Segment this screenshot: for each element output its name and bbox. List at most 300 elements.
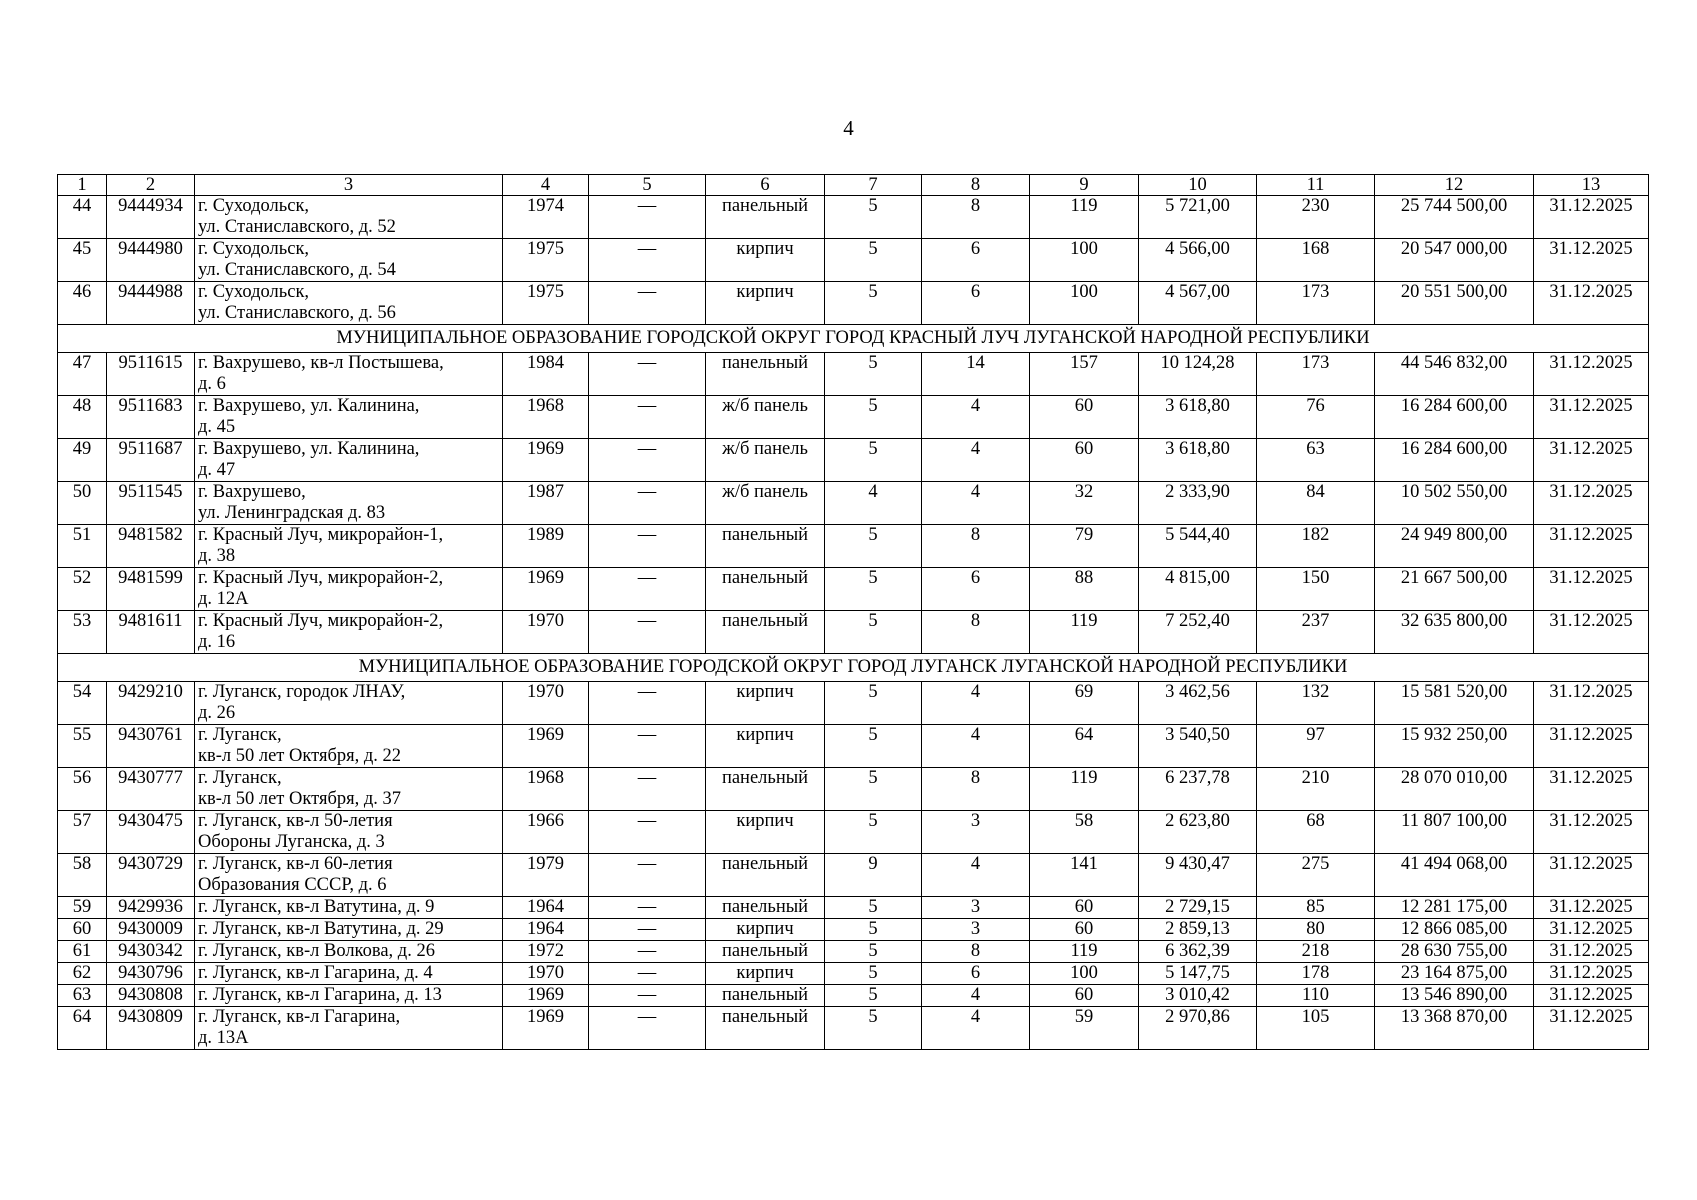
entrances-cell: 3 (922, 919, 1030, 941)
cost-cell: 28 630 755,00 (1375, 941, 1534, 963)
entrances-cell: 6 (922, 282, 1030, 325)
building-id-cell: 9481611 (107, 611, 195, 654)
table-row (58, 682, 1649, 725)
residents-cell: 132 (1257, 682, 1375, 725)
cost-cell: 20 547 000,00 (1375, 239, 1534, 282)
apartments-cell: 79 (1030, 525, 1139, 568)
address-cell: г. Луганск, городок ЛНАУ, д. 26 (195, 682, 503, 725)
building-id-cell: 9511687 (107, 439, 195, 482)
floors-cell: 5 (825, 941, 922, 963)
floors-cell: 5 (825, 282, 922, 325)
column-5-value-cell: — (589, 725, 706, 768)
address-cell: г. Суходольск, ул. Станиславского, д. 54 (195, 239, 503, 282)
year-built-cell: 1969 (503, 1007, 589, 1050)
table-row (58, 919, 1649, 941)
deadline-date-cell: 31.12.2025 (1534, 725, 1649, 768)
area-cell: 5 147,75 (1139, 963, 1257, 985)
cost-cell: 15 932 250,00 (1375, 725, 1534, 768)
apartments-cell: 64 (1030, 725, 1139, 768)
wall-material-cell: кирпич (706, 811, 825, 854)
year-built-cell: 1984 (503, 353, 589, 396)
row-number-cell: 53 (58, 611, 107, 654)
year-built-cell: 1969 (503, 985, 589, 1007)
area-cell: 3 618,80 (1139, 439, 1257, 482)
column-header: 2 (107, 175, 195, 196)
building-id-cell: 9481599 (107, 568, 195, 611)
building-id-cell: 9430761 (107, 725, 195, 768)
entrances-cell: 8 (922, 941, 1030, 963)
row-number-cell: 52 (58, 568, 107, 611)
residents-cell: 150 (1257, 568, 1375, 611)
year-built-cell: 1970 (503, 682, 589, 725)
address-cell: г. Луганск, кв-л 50 лет Октября, д. 22 (195, 725, 503, 768)
deadline-date-cell: 31.12.2025 (1534, 897, 1649, 919)
address-cell: г. Вахрушево, ул. Калинина, д. 47 (195, 439, 503, 482)
cost-cell: 10 502 550,00 (1375, 482, 1534, 525)
address-cell: г. Луганск, кв-л Гагарина, д. 13А (195, 1007, 503, 1050)
apartments-cell: 60 (1030, 897, 1139, 919)
building-id-cell: 9430475 (107, 811, 195, 854)
column-5-value-cell: — (589, 854, 706, 897)
wall-material-cell: панельный (706, 941, 825, 963)
apartments-cell: 100 (1030, 963, 1139, 985)
residents-cell: 97 (1257, 725, 1375, 768)
building-id-cell: 9511545 (107, 482, 195, 525)
building-id-cell: 9429936 (107, 897, 195, 919)
building-id-cell: 9481582 (107, 525, 195, 568)
area-cell: 9 430,47 (1139, 854, 1257, 897)
table-row (58, 811, 1649, 854)
apartments-cell: 100 (1030, 282, 1139, 325)
entrances-cell: 14 (922, 353, 1030, 396)
row-number-cell: 48 (58, 396, 107, 439)
cost-cell: 16 284 600,00 (1375, 396, 1534, 439)
area-cell: 4 567,00 (1139, 282, 1257, 325)
floors-cell: 5 (825, 682, 922, 725)
floors-cell: 5 (825, 963, 922, 985)
floors-cell: 5 (825, 919, 922, 941)
address-cell: г. Красный Луч, микрорайон-2, д. 12А (195, 568, 503, 611)
column-header: 9 (1030, 175, 1139, 196)
address-cell: г. Луганск, кв-л Ватутина, д. 29 (195, 919, 503, 941)
deadline-date-cell: 31.12.2025 (1534, 768, 1649, 811)
table-row (58, 353, 1649, 396)
apartments-cell: 119 (1030, 196, 1139, 239)
residents-cell: 76 (1257, 396, 1375, 439)
wall-material-cell: панельный (706, 1007, 825, 1050)
area-cell: 3 618,80 (1139, 396, 1257, 439)
deadline-date-cell: 31.12.2025 (1534, 439, 1649, 482)
year-built-cell: 1972 (503, 941, 589, 963)
wall-material-cell: панельный (706, 353, 825, 396)
year-built-cell: 1975 (503, 282, 589, 325)
residents-cell: 230 (1257, 196, 1375, 239)
column-header: 3 (195, 175, 503, 196)
floors-cell: 5 (825, 725, 922, 768)
column-5-value-cell: — (589, 1007, 706, 1050)
row-number-cell: 61 (58, 941, 107, 963)
table-row (58, 768, 1649, 811)
deadline-date-cell: 31.12.2025 (1534, 985, 1649, 1007)
floors-cell: 9 (825, 854, 922, 897)
area-cell: 4 566,00 (1139, 239, 1257, 282)
column-5-value-cell: — (589, 396, 706, 439)
floors-cell: 5 (825, 439, 922, 482)
wall-material-cell: панельный (706, 985, 825, 1007)
building-id-cell: 9430729 (107, 854, 195, 897)
wall-material-cell: кирпич (706, 725, 825, 768)
deadline-date-cell: 31.12.2025 (1534, 282, 1649, 325)
entrances-cell: 8 (922, 768, 1030, 811)
wall-material-cell: ж/б панель (706, 439, 825, 482)
floors-cell: 5 (825, 811, 922, 854)
floors-cell: 4 (825, 482, 922, 525)
address-cell: г. Вахрушево, ул. Ленинградская д. 83 (195, 482, 503, 525)
wall-material-cell: кирпич (706, 239, 825, 282)
table-row (58, 568, 1649, 611)
cost-cell: 23 164 875,00 (1375, 963, 1534, 985)
wall-material-cell: ж/б панель (706, 396, 825, 439)
row-number-cell: 64 (58, 1007, 107, 1050)
residents-cell: 68 (1257, 811, 1375, 854)
column-header: 1 (58, 175, 107, 196)
row-number-cell: 54 (58, 682, 107, 725)
area-cell: 10 124,28 (1139, 353, 1257, 396)
column-5-value-cell: — (589, 897, 706, 919)
floors-cell: 5 (825, 525, 922, 568)
apartments-cell: 119 (1030, 941, 1139, 963)
floors-cell: 5 (825, 568, 922, 611)
cost-cell: 41 494 068,00 (1375, 854, 1534, 897)
cost-cell: 13 368 870,00 (1375, 1007, 1534, 1050)
residents-cell: 275 (1257, 854, 1375, 897)
table-row (58, 1007, 1649, 1050)
section-header-row (58, 654, 1649, 682)
column-number-header (58, 175, 1649, 196)
year-built-cell: 1969 (503, 439, 589, 482)
residents-cell: 84 (1257, 482, 1375, 525)
building-id-cell: 9444934 (107, 196, 195, 239)
entrances-cell: 4 (922, 854, 1030, 897)
area-cell: 2 970,86 (1139, 1007, 1257, 1050)
cost-cell: 16 284 600,00 (1375, 439, 1534, 482)
apartments-cell: 119 (1030, 768, 1139, 811)
row-number-cell: 50 (58, 482, 107, 525)
area-cell: 2 729,15 (1139, 897, 1257, 919)
entrances-cell: 4 (922, 482, 1030, 525)
area-cell: 5 544,40 (1139, 525, 1257, 568)
year-built-cell: 1969 (503, 725, 589, 768)
floors-cell: 5 (825, 353, 922, 396)
deadline-date-cell: 31.12.2025 (1534, 568, 1649, 611)
area-cell: 2 859,13 (1139, 919, 1257, 941)
cost-cell: 20 551 500,00 (1375, 282, 1534, 325)
floors-cell: 5 (825, 239, 922, 282)
year-built-cell: 1970 (503, 963, 589, 985)
year-built-cell: 1974 (503, 196, 589, 239)
table-row (58, 439, 1649, 482)
apartments-cell: 60 (1030, 396, 1139, 439)
table-row (58, 963, 1649, 985)
table-row (58, 854, 1649, 897)
column-5-value-cell: — (589, 353, 706, 396)
entrances-cell: 4 (922, 725, 1030, 768)
deadline-date-cell: 31.12.2025 (1534, 525, 1649, 568)
building-id-cell: 9429210 (107, 682, 195, 725)
housing-registry-table (57, 174, 1649, 1050)
area-cell: 2 623,80 (1139, 811, 1257, 854)
column-header: 7 (825, 175, 922, 196)
building-id-cell: 9444980 (107, 239, 195, 282)
area-cell: 6 237,78 (1139, 768, 1257, 811)
year-built-cell: 1987 (503, 482, 589, 525)
address-cell: г. Суходольск, ул. Станиславского, д. 52 (195, 196, 503, 239)
table-row (58, 985, 1649, 1007)
cost-cell: 32 635 800,00 (1375, 611, 1534, 654)
column-5-value-cell: — (589, 941, 706, 963)
deadline-date-cell: 31.12.2025 (1534, 1007, 1649, 1050)
address-cell: г. Луганск, кв-л 60-летия Образования СССР, д. 6 (195, 854, 503, 897)
area-cell: 3 540,50 (1139, 725, 1257, 768)
column-header: 11 (1257, 175, 1375, 196)
entrances-cell: 4 (922, 1007, 1030, 1050)
entrances-cell: 4 (922, 682, 1030, 725)
entrances-cell: 8 (922, 611, 1030, 654)
entrances-cell: 6 (922, 568, 1030, 611)
address-cell: г. Красный Луч, микрорайон-1, д. 38 (195, 525, 503, 568)
column-5-value-cell: — (589, 282, 706, 325)
year-built-cell: 1969 (503, 568, 589, 611)
residents-cell: 173 (1257, 353, 1375, 396)
row-number-cell: 51 (58, 525, 107, 568)
deadline-date-cell: 31.12.2025 (1534, 811, 1649, 854)
deadline-date-cell: 31.12.2025 (1534, 482, 1649, 525)
area-cell: 4 815,00 (1139, 568, 1257, 611)
wall-material-cell: кирпич (706, 282, 825, 325)
apartments-cell: 88 (1030, 568, 1139, 611)
deadline-date-cell: 31.12.2025 (1534, 941, 1649, 963)
column-5-value-cell: — (589, 239, 706, 282)
year-built-cell: 1970 (503, 611, 589, 654)
table-row (58, 941, 1649, 963)
cost-cell: 28 070 010,00 (1375, 768, 1534, 811)
building-id-cell: 9511615 (107, 353, 195, 396)
address-cell: г. Луганск, кв-л Гагарина, д. 13 (195, 985, 503, 1007)
column-5-value-cell: — (589, 768, 706, 811)
table-row (58, 525, 1649, 568)
address-cell: г. Луганск, кв-л 50 лет Октября, д. 37 (195, 768, 503, 811)
floors-cell: 5 (825, 768, 922, 811)
wall-material-cell: панельный (706, 196, 825, 239)
column-header: 5 (589, 175, 706, 196)
column-5-value-cell: — (589, 568, 706, 611)
residents-cell: 210 (1257, 768, 1375, 811)
floors-cell: 5 (825, 1007, 922, 1050)
column-header: 13 (1534, 175, 1649, 196)
column-5-value-cell: — (589, 682, 706, 725)
year-built-cell: 1968 (503, 396, 589, 439)
address-cell: г. Вахрушево, ул. Калинина, д. 45 (195, 396, 503, 439)
floors-cell: 5 (825, 985, 922, 1007)
wall-material-cell: панельный (706, 611, 825, 654)
apartments-cell: 69 (1030, 682, 1139, 725)
residents-cell: 182 (1257, 525, 1375, 568)
entrances-cell: 8 (922, 196, 1030, 239)
cost-cell: 24 949 800,00 (1375, 525, 1534, 568)
row-number-cell: 49 (58, 439, 107, 482)
wall-material-cell: панельный (706, 768, 825, 811)
building-id-cell: 9430777 (107, 768, 195, 811)
residents-cell: 173 (1257, 282, 1375, 325)
column-header: 4 (503, 175, 589, 196)
table-row (58, 396, 1649, 439)
row-number-cell: 46 (58, 282, 107, 325)
wall-material-cell: панельный (706, 525, 825, 568)
year-built-cell: 1968 (503, 768, 589, 811)
row-number-cell: 45 (58, 239, 107, 282)
apartments-cell: 58 (1030, 811, 1139, 854)
row-number-cell: 55 (58, 725, 107, 768)
deadline-date-cell: 31.12.2025 (1534, 854, 1649, 897)
column-header: 6 (706, 175, 825, 196)
column-5-value-cell: — (589, 196, 706, 239)
apartments-cell: 60 (1030, 439, 1139, 482)
section-title: МУНИЦИПАЛЬНОЕ ОБРАЗОВАНИЕ ГОРОДСКОЙ ОКРУГ ГОРОД ЛУГАНСК ЛУГАНСКОЙ НАРОДНОЙ РЕСПУБЛИКИ (58, 654, 1649, 682)
section-header-row (58, 325, 1649, 353)
cost-cell: 11 807 100,00 (1375, 811, 1534, 854)
floors-cell: 5 (825, 611, 922, 654)
table-row (58, 897, 1649, 919)
column-5-value-cell: — (589, 611, 706, 654)
apartments-cell: 119 (1030, 611, 1139, 654)
row-number-cell: 62 (58, 963, 107, 985)
address-cell: г. Луганск, кв-л 50-летия Обороны Луганска, д. 3 (195, 811, 503, 854)
address-cell: г. Суходольск, ул. Станиславского, д. 56 (195, 282, 503, 325)
deadline-date-cell: 31.12.2025 (1534, 396, 1649, 439)
wall-material-cell: кирпич (706, 682, 825, 725)
entrances-cell: 4 (922, 985, 1030, 1007)
area-cell: 7 252,40 (1139, 611, 1257, 654)
residents-cell: 237 (1257, 611, 1375, 654)
row-number-cell: 44 (58, 196, 107, 239)
address-cell: г. Луганск, кв-л Ватутина, д. 9 (195, 897, 503, 919)
column-5-value-cell: — (589, 985, 706, 1007)
year-built-cell: 1964 (503, 897, 589, 919)
building-id-cell: 9430009 (107, 919, 195, 941)
year-built-cell: 1966 (503, 811, 589, 854)
apartments-cell: 100 (1030, 239, 1139, 282)
deadline-date-cell: 31.12.2025 (1534, 919, 1649, 941)
deadline-date-cell: 31.12.2025 (1534, 682, 1649, 725)
table-row (58, 611, 1649, 654)
year-built-cell: 1979 (503, 854, 589, 897)
cost-cell: 21 667 500,00 (1375, 568, 1534, 611)
column-5-value-cell: — (589, 482, 706, 525)
entrances-cell: 6 (922, 239, 1030, 282)
area-cell: 5 721,00 (1139, 196, 1257, 239)
area-cell: 6 362,39 (1139, 941, 1257, 963)
table-row (58, 482, 1649, 525)
residents-cell: 63 (1257, 439, 1375, 482)
apartments-cell: 60 (1030, 919, 1139, 941)
row-number-cell: 63 (58, 985, 107, 1007)
table-body (58, 175, 1649, 1050)
deadline-date-cell: 31.12.2025 (1534, 196, 1649, 239)
floors-cell: 5 (825, 897, 922, 919)
row-number-cell: 57 (58, 811, 107, 854)
entrances-cell: 4 (922, 396, 1030, 439)
area-cell: 3 462,56 (1139, 682, 1257, 725)
column-5-value-cell: — (589, 439, 706, 482)
entrances-cell: 3 (922, 897, 1030, 919)
row-number-cell: 59 (58, 897, 107, 919)
cost-cell: 44 546 832,00 (1375, 353, 1534, 396)
address-cell: г. Вахрушево, кв-л Постышева, д. 6 (195, 353, 503, 396)
row-number-cell: 58 (58, 854, 107, 897)
deadline-date-cell: 31.12.2025 (1534, 353, 1649, 396)
year-built-cell: 1964 (503, 919, 589, 941)
residents-cell: 168 (1257, 239, 1375, 282)
table-row (58, 725, 1649, 768)
address-cell: г. Луганск, кв-л Волкова, д. 26 (195, 941, 503, 963)
column-5-value-cell: — (589, 525, 706, 568)
row-number-cell: 56 (58, 768, 107, 811)
apartments-cell: 59 (1030, 1007, 1139, 1050)
column-header: 8 (922, 175, 1030, 196)
cost-cell: 12 281 175,00 (1375, 897, 1534, 919)
page-number: 4 (843, 116, 854, 140)
address-cell: г. Красный Луч, микрорайон-2, д. 16 (195, 611, 503, 654)
entrances-cell: 6 (922, 963, 1030, 985)
wall-material-cell: панельный (706, 897, 825, 919)
residents-cell: 105 (1257, 1007, 1375, 1050)
section-title: МУНИЦИПАЛЬНОЕ ОБРАЗОВАНИЕ ГОРОДСКОЙ ОКРУГ ГОРОД КРАСНЫЙ ЛУЧ ЛУГАНСКОЙ НАРОДНОЙ РЕСПУБЛИКИ (58, 325, 1649, 353)
building-id-cell: 9430342 (107, 941, 195, 963)
building-id-cell: 9511683 (107, 396, 195, 439)
row-number-cell: 47 (58, 353, 107, 396)
address-cell: г. Луганск, кв-л Гагарина, д. 4 (195, 963, 503, 985)
column-header: 10 (1139, 175, 1257, 196)
year-built-cell: 1975 (503, 239, 589, 282)
residents-cell: 80 (1257, 919, 1375, 941)
residents-cell: 110 (1257, 985, 1375, 1007)
floors-cell: 5 (825, 396, 922, 439)
column-5-value-cell: — (589, 963, 706, 985)
apartments-cell: 60 (1030, 985, 1139, 1007)
year-built-cell: 1989 (503, 525, 589, 568)
deadline-date-cell: 31.12.2025 (1534, 611, 1649, 654)
entrances-cell: 4 (922, 439, 1030, 482)
wall-material-cell: панельный (706, 854, 825, 897)
table-row (58, 239, 1649, 282)
cost-cell: 15 581 520,00 (1375, 682, 1534, 725)
wall-material-cell: ж/б панель (706, 482, 825, 525)
area-cell: 2 333,90 (1139, 482, 1257, 525)
apartments-cell: 32 (1030, 482, 1139, 525)
apartments-cell: 157 (1030, 353, 1139, 396)
deadline-date-cell: 31.12.2025 (1534, 239, 1649, 282)
residents-cell: 178 (1257, 963, 1375, 985)
entrances-cell: 3 (922, 811, 1030, 854)
column-header: 12 (1375, 175, 1534, 196)
building-id-cell: 9430809 (107, 1007, 195, 1050)
row-number-cell: 60 (58, 919, 107, 941)
apartments-cell: 141 (1030, 854, 1139, 897)
cost-cell: 13 546 890,00 (1375, 985, 1534, 1007)
table-row (58, 196, 1649, 239)
wall-material-cell: кирпич (706, 919, 825, 941)
cost-cell: 25 744 500,00 (1375, 196, 1534, 239)
